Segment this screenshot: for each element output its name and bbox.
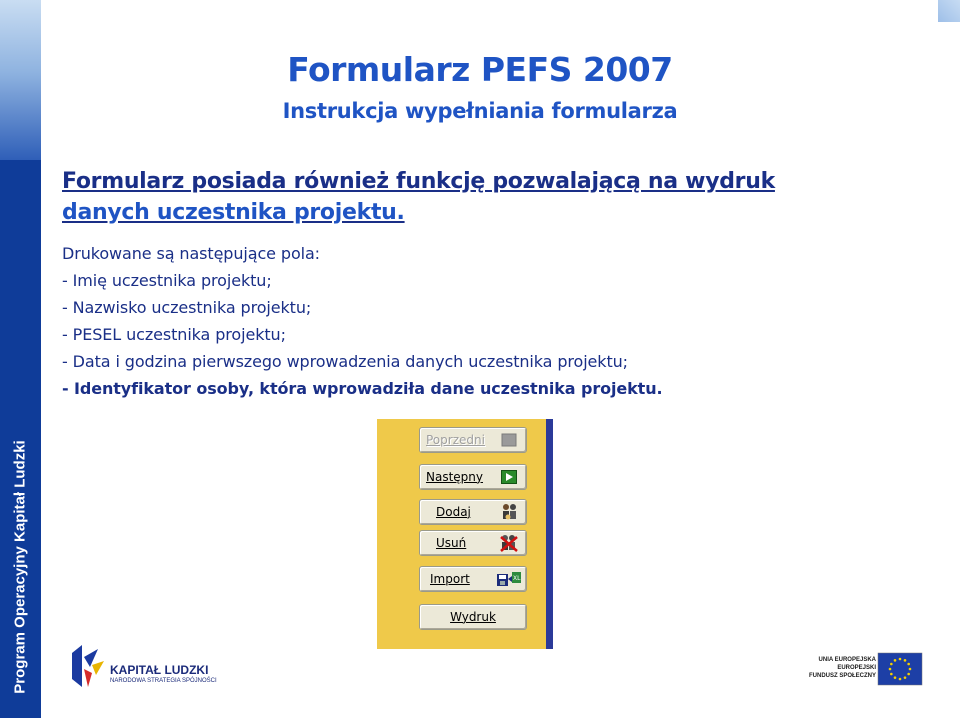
eu-line-1: UNIA EUROPEJSKA: [818, 657, 876, 663]
eu-star: [904, 676, 907, 679]
import-button-label: Import: [430, 572, 470, 586]
add-button-label: Dodaj: [436, 505, 471, 519]
eu-star: [889, 668, 892, 671]
eu-star: [894, 659, 897, 662]
list-item: - Imię uczestnika projektu;: [62, 271, 272, 290]
delete-button-label: Usuń: [436, 536, 467, 550]
eu-flag-icon: [878, 653, 922, 685]
eu-star: [907, 663, 910, 666]
eu-star: [904, 659, 907, 662]
previous-button-label: Poprzedni: [426, 433, 485, 447]
eu-logo: [806, 651, 926, 689]
eu-star: [890, 663, 893, 666]
slide-subtitle: Instrukcja wypełniania formularza: [282, 99, 678, 123]
kapital-ludzki-logo: [68, 643, 217, 689]
list-item: - Identyfikator osoby, która wprowadziła dane uczestnika projektu.: [62, 379, 663, 398]
list-item: - Nazwisko uczestnika projektu;: [62, 298, 312, 317]
slide-title: Formularz PEFS 2007: [287, 50, 673, 89]
people-delete-icon: [498, 533, 520, 553]
printed-fields-list: [62, 240, 922, 402]
print-button-label: Wydruk: [450, 610, 496, 624]
eu-line-3: FUNDUSZ SPOŁECZNY: [808, 673, 876, 679]
list-item: - Data i godzina pierwszego wprowadzenia danych uczestnika projektu;: [62, 352, 628, 371]
corner-decoration-right: [938, 0, 960, 22]
sidebar-program-name: Program Operacyjny Kapitał Ludzki: [11, 440, 29, 694]
lead-line-1: Formularz posiada również funkcję pozwalającą na wydruk: [62, 169, 775, 194]
eu-star: [909, 668, 912, 671]
kapital-ludzki-emblem-icon: [68, 643, 108, 689]
people-add-icon: [498, 502, 520, 522]
kl-name-text: KAPITAŁ LUDZKI: [110, 663, 209, 677]
floppy-import-icon: [498, 569, 520, 589]
eu-star: [907, 673, 910, 676]
form-button-panel: [377, 419, 552, 649]
import-button[interactable]: [419, 566, 527, 592]
panel-scrollbar-edge: [546, 419, 553, 649]
eu-star: [899, 678, 902, 681]
eu-star: [899, 658, 902, 661]
svg-text:XL: XL: [513, 575, 521, 582]
delete-button[interactable]: [419, 530, 527, 556]
eu-logo-text: [809, 656, 876, 680]
gray-square-icon: [498, 430, 520, 450]
next-button-label: Następny: [426, 470, 483, 484]
list-item: - PESEL uczestnika projektu;: [62, 325, 286, 344]
lead-paragraph: [62, 166, 922, 228]
eu-star: [890, 673, 893, 676]
next-button[interactable]: [419, 464, 527, 490]
previous-button[interactable]: [419, 427, 527, 453]
play-icon: [498, 467, 520, 487]
lead-line-2: danych uczestnika projektu.: [62, 200, 405, 225]
eu-line-2: EUROPEJSKI: [837, 665, 876, 671]
add-button[interactable]: [419, 499, 527, 525]
printed-fields-intro: Drukowane są następujące pola:: [62, 244, 320, 263]
print-button[interactable]: [419, 604, 527, 630]
eu-star: [894, 676, 897, 679]
kl-subtitle-text: NARODOWA STRATEGIA SPÓJNOŚCI: [110, 678, 217, 684]
